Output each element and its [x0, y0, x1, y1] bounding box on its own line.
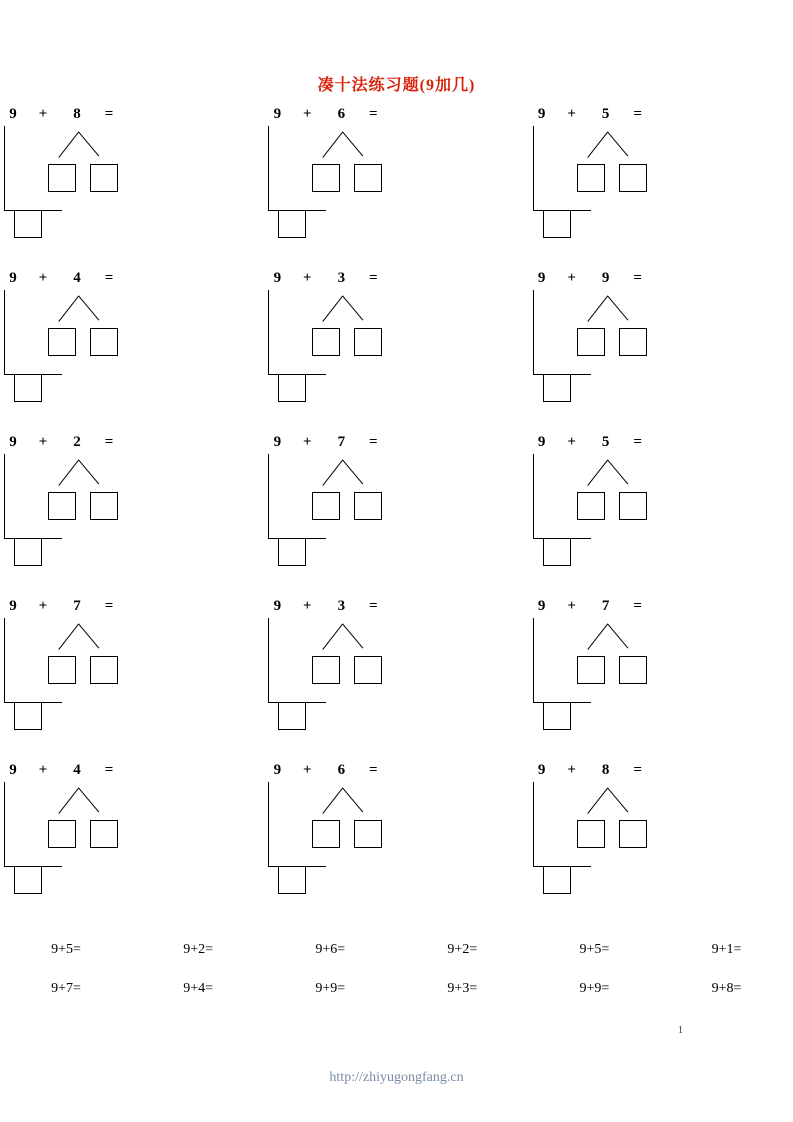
operand-b: 8 — [601, 762, 610, 778]
answer-box-part2[interactable] — [619, 328, 647, 356]
problem-cell — [264, 756, 528, 920]
operand-b: 2 — [73, 434, 81, 450]
decomposition-diagram — [0, 454, 210, 584]
operand-a: 9 — [537, 434, 546, 450]
branch-left-line — [58, 460, 78, 486]
decomposition-diagram — [264, 618, 474, 748]
branch-left-line — [323, 132, 343, 158]
equation — [264, 598, 464, 615]
branch-right-line — [607, 295, 628, 320]
answer-box-sum[interactable] — [14, 702, 42, 730]
answer-box-sum[interactable] — [543, 538, 571, 566]
answer-box-part1[interactable] — [312, 820, 340, 848]
branch-left-line — [58, 132, 78, 158]
branch-left-line — [323, 788, 343, 814]
problem-cell — [264, 428, 528, 592]
answer-box-part1[interactable] — [577, 328, 605, 356]
answer-box-sum[interactable] — [543, 374, 571, 402]
problem-grid — [0, 100, 793, 920]
problem-cell — [0, 100, 264, 264]
equals-icon: = — [633, 762, 642, 778]
decomposition-diagram — [0, 126, 210, 256]
answer-box-sum[interactable] — [543, 866, 571, 894]
left-vertical-line — [533, 618, 534, 702]
branch-left-line — [58, 788, 78, 814]
problem-cell — [264, 264, 528, 428]
answer-box-part1[interactable] — [577, 492, 605, 520]
equation — [0, 598, 200, 615]
equation — [529, 762, 729, 779]
equals-icon: = — [104, 598, 114, 614]
answer-box-part1[interactable] — [312, 328, 340, 356]
operand-b: 3 — [337, 270, 346, 286]
equals-icon: = — [633, 598, 642, 614]
plus-icon: + — [567, 270, 576, 286]
answer-box-part2[interactable] — [354, 820, 382, 848]
equation — [529, 434, 729, 451]
operand-a: 9 — [537, 762, 546, 778]
equals-icon: = — [633, 270, 642, 286]
quick-practice-section — [0, 930, 793, 1008]
branch-left-line — [58, 624, 78, 650]
branch-left-line — [323, 296, 343, 322]
operand-b: 5 — [601, 434, 610, 450]
answer-box-sum[interactable] — [278, 374, 306, 402]
equals-icon: = — [369, 270, 378, 286]
problem-cell — [529, 428, 793, 592]
decomposition-diagram — [0, 618, 210, 748]
equals-icon: = — [369, 434, 378, 450]
answer-box-part2[interactable] — [354, 492, 382, 520]
decomposition-diagram — [264, 454, 474, 584]
operand-a: 9 — [537, 598, 546, 614]
answer-box-part1[interactable] — [577, 656, 605, 684]
branch-right-line — [78, 295, 99, 320]
plus-icon: + — [303, 434, 312, 450]
plus-icon: + — [303, 106, 312, 122]
problem-row — [0, 264, 793, 428]
decomposition-diagram — [0, 782, 210, 912]
quick-practice-item[interactable]: 9+2= — [183, 941, 214, 957]
problem-cell — [529, 264, 793, 428]
branch-right-line — [607, 787, 628, 812]
operand-b: 9 — [601, 270, 610, 286]
problem-cell — [264, 100, 528, 264]
answer-box-part1[interactable] — [312, 656, 340, 684]
problem-cell — [0, 592, 264, 756]
operand-a: 9 — [9, 598, 17, 614]
branch-right-line — [342, 787, 363, 812]
operand-b: 5 — [601, 106, 610, 122]
left-vertical-line — [533, 126, 534, 210]
equals-icon: = — [104, 434, 114, 450]
answer-box-part2[interactable] — [619, 656, 647, 684]
branch-right-line — [78, 131, 99, 156]
answer-box-part1[interactable] — [48, 164, 76, 192]
answer-box-part2[interactable] — [619, 820, 647, 848]
plus-icon: + — [38, 598, 48, 614]
problem-cell — [529, 100, 793, 264]
problem-row — [0, 592, 793, 756]
quick-practice-row — [0, 969, 793, 1008]
problem-cell — [0, 428, 264, 592]
equation — [264, 434, 464, 451]
problem-cell — [0, 756, 264, 920]
equation — [529, 106, 729, 123]
quick-practice-item[interactable]: 9+5= — [579, 941, 610, 957]
equals-icon: = — [369, 106, 378, 122]
plus-icon: + — [38, 106, 48, 122]
footer-url: http://zhiyugongfang.cn — [329, 1070, 464, 1085]
operand-a: 9 — [9, 106, 17, 122]
plus-icon: + — [38, 270, 48, 286]
left-vertical-line — [268, 290, 269, 374]
problem-cell — [0, 264, 264, 428]
operand-b: 6 — [337, 106, 346, 122]
equals-icon: = — [633, 106, 642, 122]
operand-a: 9 — [9, 434, 17, 450]
equals-icon: = — [633, 434, 642, 450]
operand-b: 8 — [73, 106, 81, 122]
decomposition-diagram — [529, 618, 739, 748]
left-vertical-line — [268, 454, 269, 538]
operand-b: 6 — [337, 762, 346, 778]
decomposition-diagram — [0, 290, 210, 420]
decomposition-diagram — [529, 782, 739, 912]
quick-practice-item[interactable]: 9+1= — [711, 941, 742, 957]
answer-box-part2[interactable] — [90, 656, 118, 684]
equation — [264, 762, 464, 779]
decomposition-diagram — [264, 290, 474, 420]
answer-box-part2[interactable] — [90, 820, 118, 848]
plus-icon: + — [567, 762, 576, 778]
operand-a: 9 — [537, 270, 546, 286]
left-vertical-line — [268, 618, 269, 702]
problem-cell — [264, 592, 528, 756]
answer-box-sum[interactable] — [278, 702, 306, 730]
answer-box-part1[interactable] — [577, 820, 605, 848]
quick-practice-item[interactable]: 9+4= — [183, 980, 214, 996]
answer-box-sum[interactable] — [14, 538, 42, 566]
equation — [529, 270, 729, 287]
page-title: 凑十法练习题(9加几) — [317, 77, 476, 94]
branch-right-line — [78, 459, 99, 484]
quick-practice-item[interactable]: 9+9= — [315, 980, 346, 996]
branch-right-line — [78, 623, 99, 648]
branch-right-line — [607, 131, 628, 156]
answer-box-part2[interactable] — [354, 656, 382, 684]
answer-box-part2[interactable] — [90, 164, 118, 192]
answer-box-part1[interactable] — [48, 328, 76, 356]
left-vertical-line — [268, 782, 269, 866]
quick-practice-item[interactable]: 9+8= — [711, 980, 742, 996]
page-number: 1 — [678, 1025, 683, 1036]
equation — [0, 106, 200, 123]
quick-practice-item[interactable]: 9+9= — [579, 980, 610, 996]
plus-icon: + — [303, 762, 312, 778]
operand-a: 9 — [273, 106, 282, 122]
decomposition-diagram — [264, 126, 474, 256]
branch-left-line — [587, 624, 607, 650]
operand-a: 9 — [9, 762, 17, 778]
equals-icon: = — [104, 762, 114, 778]
quick-practice-item[interactable]: 9+3= — [447, 980, 478, 996]
answer-box-sum[interactable] — [278, 210, 306, 238]
answer-box-part1[interactable] — [577, 164, 605, 192]
plus-icon: + — [567, 106, 576, 122]
branch-left-line — [587, 132, 607, 158]
branch-left-line — [58, 296, 78, 322]
operand-b: 3 — [337, 598, 346, 614]
left-vertical-line — [4, 782, 5, 866]
branch-right-line — [607, 459, 628, 484]
equation — [0, 270, 200, 287]
branch-left-line — [323, 460, 343, 486]
operand-a: 9 — [273, 598, 282, 614]
branch-left-line — [323, 624, 343, 650]
branch-right-line — [342, 131, 363, 156]
left-vertical-line — [533, 782, 534, 866]
branch-right-line — [78, 787, 99, 812]
problem-cell — [529, 592, 793, 756]
operand-b: 4 — [73, 762, 81, 778]
operand-b: 7 — [73, 598, 81, 614]
left-vertical-line — [533, 290, 534, 374]
quick-practice-item[interactable]: 9+6= — [315, 941, 346, 957]
quick-practice-item[interactable]: 9+5= — [51, 941, 81, 957]
answer-box-sum[interactable] — [14, 866, 42, 894]
branch-right-line — [607, 623, 628, 648]
operand-a: 9 — [273, 434, 282, 450]
answer-box-part1[interactable] — [312, 164, 340, 192]
equation — [264, 270, 464, 287]
answer-box-part1[interactable] — [48, 820, 76, 848]
operand-a: 9 — [273, 762, 282, 778]
operand-a: 9 — [537, 106, 546, 122]
branch-right-line — [342, 295, 363, 320]
decomposition-diagram — [529, 126, 739, 256]
problem-row — [0, 100, 793, 264]
answer-box-sum[interactable] — [278, 538, 306, 566]
quick-practice-item[interactable]: 9+2= — [447, 941, 478, 957]
answer-box-sum[interactable] — [543, 702, 571, 730]
equals-icon: = — [104, 270, 114, 286]
left-vertical-line — [4, 454, 5, 538]
answer-box-sum[interactable] — [278, 866, 306, 894]
left-vertical-line — [4, 126, 5, 210]
plus-icon: + — [38, 434, 48, 450]
branch-left-line — [587, 788, 607, 814]
plus-icon: + — [38, 762, 48, 778]
operand-a: 9 — [9, 270, 17, 286]
plus-icon: + — [303, 598, 312, 614]
operand-a: 9 — [273, 270, 282, 286]
quick-practice-row — [0, 930, 793, 969]
answer-box-sum[interactable] — [14, 210, 42, 238]
quick-practice-item[interactable]: 9+7= — [51, 980, 81, 996]
answer-box-part2[interactable] — [90, 492, 118, 520]
left-vertical-line — [4, 618, 5, 702]
answer-box-part2[interactable] — [354, 328, 382, 356]
answer-box-part2[interactable] — [619, 164, 647, 192]
equals-icon: = — [369, 598, 378, 614]
branch-right-line — [342, 459, 363, 484]
problem-row — [0, 756, 793, 920]
left-vertical-line — [533, 454, 534, 538]
decomposition-diagram — [264, 782, 474, 912]
operand-b: 7 — [337, 434, 346, 450]
operand-b: 4 — [73, 270, 81, 286]
answer-box-part1[interactable] — [48, 492, 76, 520]
answer-box-part1[interactable] — [48, 656, 76, 684]
branch-left-line — [587, 460, 607, 486]
answer-box-part2[interactable] — [354, 164, 382, 192]
equals-icon: = — [369, 762, 378, 778]
answer-box-sum[interactable] — [14, 374, 42, 402]
branch-left-line — [587, 296, 607, 322]
decomposition-diagram — [529, 454, 739, 584]
operand-b: 7 — [601, 598, 610, 614]
plus-icon: + — [567, 598, 576, 614]
answer-box-part2[interactable] — [619, 492, 647, 520]
branch-right-line — [342, 623, 363, 648]
problem-row — [0, 428, 793, 592]
equation — [529, 598, 729, 615]
left-vertical-line — [268, 126, 269, 210]
answer-box-part2[interactable] — [90, 328, 118, 356]
equals-icon: = — [104, 106, 114, 122]
equation — [0, 762, 200, 779]
equation — [0, 434, 200, 451]
plus-icon: + — [567, 434, 576, 450]
answer-box-part1[interactable] — [312, 492, 340, 520]
left-vertical-line — [4, 290, 5, 374]
answer-box-sum[interactable] — [543, 210, 571, 238]
decomposition-diagram — [529, 290, 739, 420]
problem-cell — [529, 756, 793, 920]
plus-icon: + — [303, 270, 312, 286]
equation — [264, 106, 464, 123]
